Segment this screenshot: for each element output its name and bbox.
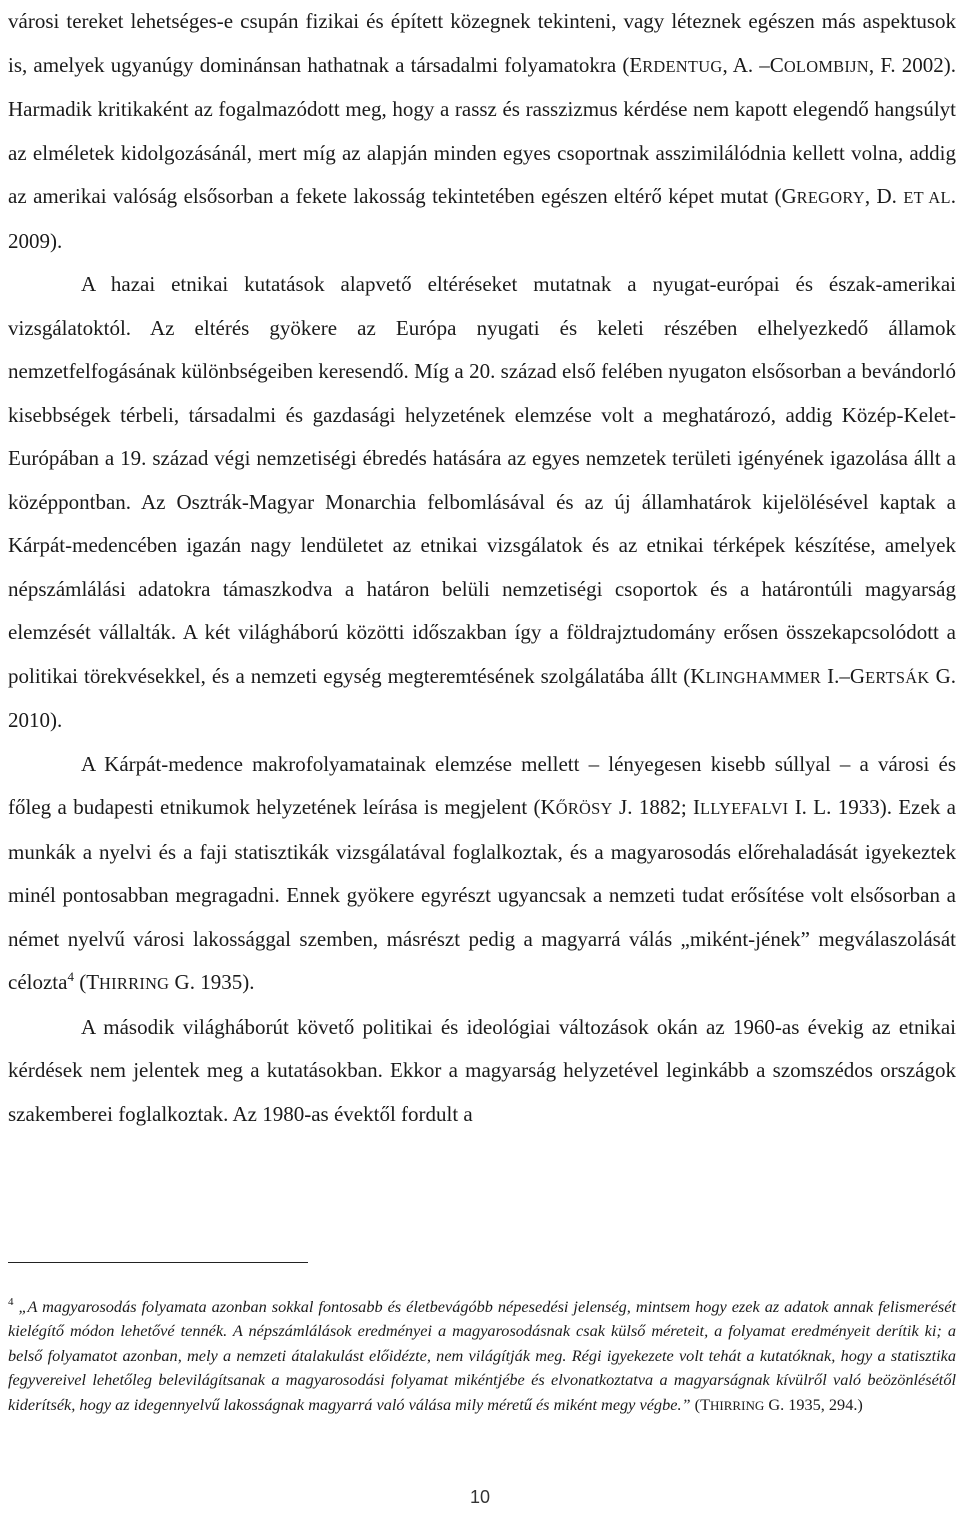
footnote-text: „A magyarosodás folyamata azonban sokkal fontosabb és életbevágóbb népesedési jelenség, mintsem hogy ezek az adatok annak felismerését kielégítő módon lehetővé tennék. A népszámlálások eredményei a magyarosodásnak csak külső méreteit, a folyamat eredményeit derítik ki; a belső folyamatot azonban, mely a nemzeti átalakulást előidézte, nem világítják meg. Régi igyekezete volt tehát a kutatóknak, hogy a statisztika fegyvereivel lehetőleg belevilágítsanak a magyarosodási folyamat mikéntjébe és elvonatkoztatva a magyarságnak kívülről való beözönlésétől kiderítsék, hogy az idegennyelvű lakosságnak magyarrá való válása mily méretű és miként megy végbe.”: [8, 1297, 956, 1414]
small-caps-author: REGORY: [796, 188, 865, 207]
text-run: –: [839, 663, 850, 688]
text-run: A hazai etnikai kutatások alapvető eltéréseket mutatnak a nyugat-európai és észak-amerikai vizsgálatoktól. Az eltérés gyökere az Európa nyugati és keleti részében elhelyezkedő államok nemzetfelfogásának különbségeiben keresendő. Míg a 20. század első felében nyugaton elsősorban a bevándorló kisebbségek térbeli, társadalmi és gazdasági helyzetének elemzése volt a meghatározó, addig Közép-Kelet-Európában a 19. század végi nemzetiségi ébredés hatására az egyes nemzetek területi igényének igazolása állt a középpontban. Az Osztrák-Magyar Monarchia felbomlásával és az új államhatárok kijelölésével kaptak a Kárpát-medencében igazán nagy lendületet az etnikai vizsgálatok és az etnikai térképek készítése, amelyek népszámlálási adatokra támaszkodva a határon belüli nemzetiségi csoportok és a határontúli magyarság elemzését vállalták. A két világháború közötti időszakban így a földrajztudomány erősen összekapcsolódott a politikai törekvésekkel, és a nemzeti egység megteremtésének szolgálatába állt (K: [8, 272, 956, 688]
small-caps-author: ERTSÁK: [865, 667, 930, 687]
paragraph-1: [8, 0, 956, 263]
text-run: I.: [821, 663, 840, 688]
document-page: [8, 0, 956, 1136]
footnote-reference[interactable]: 4: [67, 969, 74, 984]
text-run: . 2009).: [8, 184, 957, 253]
text-run: C: [769, 52, 784, 77]
text-run: A Kárpát-medence makrofolyamatainak elemzése mellett – lényegesen kisebb súllyal – a városi és főleg a budapesti etnikumok helyzetének leírása is megjelent (K: [8, 751, 956, 819]
paragraph-3: [8, 743, 956, 1006]
text-run: G: [849, 663, 866, 688]
footnote-citation: G. 1935, 294.): [764, 1394, 863, 1414]
page-number: 10: [469, 1487, 491, 1507]
text-run: J. 1882; I: [612, 795, 701, 819]
text-run: , D.: [864, 184, 904, 208]
footnote-separator: [8, 1262, 308, 1263]
footnote-4: [8, 1295, 956, 1418]
small-caps-author: ŐRÖSY: [555, 799, 613, 818]
text-run: G. 2010).: [8, 663, 956, 732]
text-run: A második világháborút követő politikai és ideológiai változások okán az 1960-as évekig az etnikai kérdések nem jelentek meg a kutatásokban. Ekkor a magyarság helyzetével leginkább a szomszédos országok szakemberei foglalkoztak. Az 1980-as évektől fordult a: [8, 1014, 956, 1126]
text-run: G. 1935).: [169, 970, 255, 994]
text-run: , A.: [722, 52, 760, 77]
text-run: I. L. 1933). Ezek a munkák a nyelvi és a faji statisztikák vizsgálatával foglalkoztak, és a magyarosodás előrehaladását igyekeztek minél pontosabban megragadni. Ennek gyökere egyrészt ugyancsak a nemzeti tudat erősítése volt elsősorban a német nyelvű városi lakossággal szemben, másrészt pedig a magyarrá válás „miként-jének” megválaszolását célozta: [8, 795, 956, 994]
text-run: –: [759, 52, 770, 77]
paragraph-4: [8, 1006, 956, 1137]
footnote-number: 4: [8, 1296, 14, 1308]
small-caps-author: HIRRING: [710, 1397, 765, 1413]
small-caps-author: OLOMBIJN: [783, 56, 869, 76]
small-caps-author: LLYEFALVI: [700, 799, 789, 818]
paragraph-2: [8, 263, 956, 743]
text-run: , F. 2002). Harmadik kritikaként az fogalmazódott meg, hogy a rassz és rasszizmus kérdése nem kapott elegendő hangsúlyt az elméletek kidolgozásánál, mert míg az alapján minden egyes csoportnak asszimilálódnia kellett volna, addig az amerikai valóság elsősorban a fekete lakosság tekintetében egészen eltérő képet mutat (G: [8, 52, 956, 208]
text-run: (T: [73, 970, 100, 994]
small-caps-author: ET AL: [903, 188, 951, 207]
text-run: városi tereket lehetséges-e csupán fizikai és épített közegnek tekinteni, vagy léteznek egészen más aspektusok is, amelyek ugyanúgy dominánsan hathatnak a társadalmi folyamatokra (E: [8, 9, 956, 77]
small-caps-author: HIRRING: [99, 974, 170, 993]
footnote-citation: (T: [690, 1394, 711, 1414]
small-caps-author: LINGHAMMER: [705, 667, 822, 687]
small-caps-author: RDENTUG: [642, 56, 723, 76]
